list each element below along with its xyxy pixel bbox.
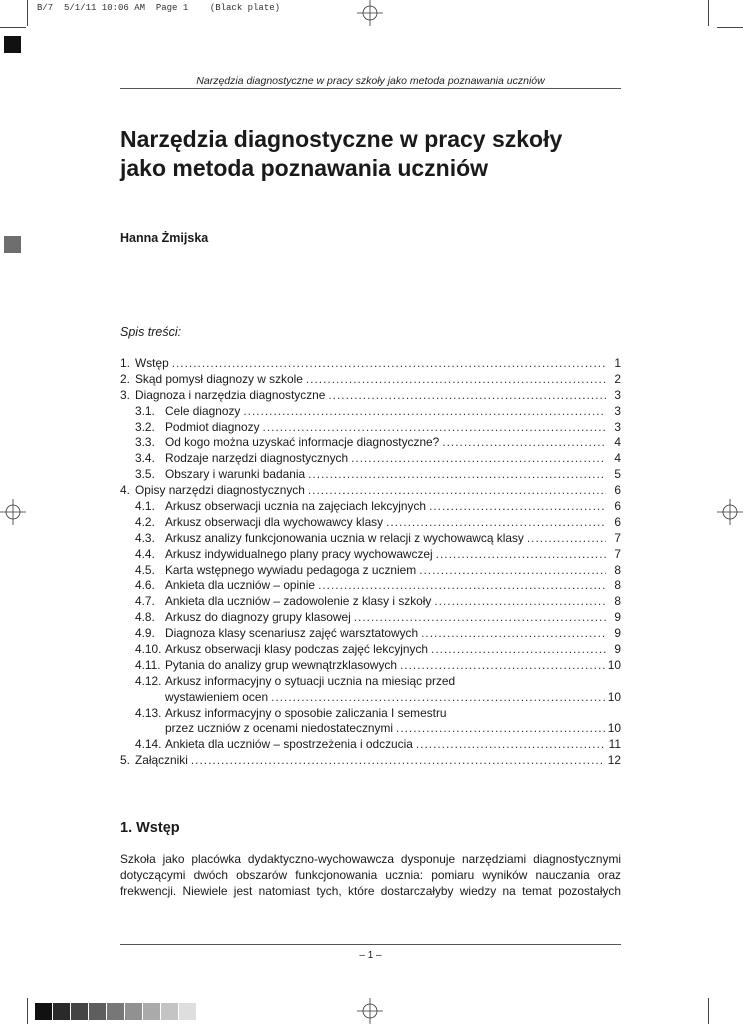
toc-entry-label: Załączniki <box>135 753 188 768</box>
toc-entry-page: 9 <box>614 642 621 657</box>
toc-entry-label: przez uczniów z ocenami niedostatecznymi <box>165 721 394 736</box>
toc-entry[interactable] <box>120 594 621 610</box>
toc-entry-page: 3 <box>614 419 621 434</box>
toc-entry-number: 3.1. <box>135 403 155 418</box>
toc-entry-label: Ankieta dla uczniów – spostrzeżenia i odczucia <box>165 737 413 752</box>
toc-entry-number: 4.1. <box>135 499 155 513</box>
toc-entry[interactable] <box>120 578 621 594</box>
toc-entry-page: 2 <box>614 371 621 386</box>
toc-entry-number: 5. <box>120 753 130 768</box>
section-heading: 1. Wstęp <box>120 820 180 836</box>
toc-entry-label: Arkusz obserwacji klasy podczas zajęć lekcyjnych <box>165 642 429 657</box>
toc-entry-label: Ankieta dla uczniów – zadowolenie z klasy i szkoły <box>165 594 432 609</box>
author: Hanna Żmijska <box>120 231 209 245</box>
toc-entry-page: 3 <box>614 403 621 418</box>
toc-leader-dots <box>243 404 606 420</box>
toc-entry-label: Wstęp <box>135 355 169 370</box>
toc-entry-number: 1. <box>120 355 130 370</box>
toc-entry-label: Pytania do analizy grup wewnątrzklasowych <box>165 657 397 672</box>
toc-leader-dots <box>308 467 606 483</box>
toc-leader-dots <box>416 737 606 753</box>
toc-entry[interactable] <box>120 642 621 658</box>
toc-entry[interactable] <box>120 658 621 674</box>
toc-entry-number: 4.11. <box>135 657 161 672</box>
color-swatch <box>179 1003 196 1020</box>
toc-entry[interactable] <box>120 737 621 753</box>
toc-entry-number: 3.5. <box>135 467 155 482</box>
toc-entry-page: 7 <box>614 530 621 545</box>
crop-mark <box>0 27 26 28</box>
toc-entry[interactable] <box>120 531 621 547</box>
toc-entry[interactable] <box>120 706 621 722</box>
toc-entry-number: 3.4. <box>135 451 155 466</box>
toc-leader-dots <box>436 547 606 563</box>
toc-entry-number: 4.4. <box>135 546 155 561</box>
toc-entry[interactable] <box>120 435 621 451</box>
toc-entry-page: 7 <box>614 546 621 561</box>
toc-entry-label: Od kogo można uzyskać informacje diagnostyczne? <box>165 435 440 450</box>
toc-entry-number: 4.13. <box>135 705 162 720</box>
color-swatch <box>35 1003 52 1020</box>
page-title <box>120 125 640 183</box>
toc-entry-page: 6 <box>614 483 621 498</box>
toc-entry[interactable] <box>120 515 621 531</box>
crop-mark <box>27 0 28 26</box>
toc-entry[interactable] <box>120 420 621 436</box>
toc-entry-page: 9 <box>614 610 621 625</box>
toc-leader-dots <box>400 658 605 674</box>
toc-entry-label: Arkusz obserwacji ucznia na zajęciach lekcyjnych <box>165 499 427 513</box>
toc-leader-dots <box>434 594 606 610</box>
toc-entry-page: 9 <box>614 626 621 641</box>
registration-mark-bottom <box>357 998 383 1024</box>
toc-entry-page: 10 <box>607 721 621 736</box>
toc-leader-dots <box>318 578 606 594</box>
gray-marker <box>4 236 21 253</box>
toc-entry-label: Diagnoza klasy scenariusz zajęć warsztatowych <box>165 626 419 641</box>
toc-entry-number: 4.9. <box>135 626 155 641</box>
toc-leader-dots <box>386 515 606 531</box>
toc-entry-page: 10 <box>607 689 621 704</box>
toc-entry-page: 8 <box>614 594 621 609</box>
body-paragraph <box>120 851 621 899</box>
toc-entry-label: Skąd pomysł diagnozy w szkole <box>135 371 303 386</box>
toc-entry[interactable] <box>120 451 621 467</box>
toc-leader-dots <box>263 420 606 436</box>
toc-entry[interactable] <box>120 626 621 642</box>
registration-mark-right <box>717 499 743 525</box>
toc-leader-dots <box>308 483 606 499</box>
toc-leader-dots <box>419 563 606 579</box>
black-marker <box>4 36 21 53</box>
toc-entry-label: Opisy narzędzi diagnostycznych <box>135 483 305 498</box>
toc-leader-dots <box>421 626 606 642</box>
toc-leader-dots <box>431 642 606 658</box>
color-swatch <box>89 1003 106 1020</box>
toc-heading: Spis treści: <box>120 325 182 339</box>
toc-entry[interactable] <box>120 674 621 690</box>
toc-entry-page: 5 <box>614 467 621 482</box>
footer-rule <box>120 944 621 945</box>
crop-mark <box>717 27 743 28</box>
toc-entry-number: 3.3. <box>135 435 155 450</box>
toc-entry-number: 4.10. <box>135 642 162 657</box>
toc-entry-page: 6 <box>614 499 621 513</box>
toc-leader-dots <box>172 356 606 372</box>
toc-entry-number: 4.8. <box>135 610 155 625</box>
toc-entry-label: Karta wstępnego wywiadu pedagoga z uczniem <box>165 562 417 577</box>
toc-entry-label: Cele diagnozy <box>165 403 241 418</box>
toc-entry-page: 4 <box>614 451 621 466</box>
color-swatch <box>71 1003 88 1020</box>
toc-entry-number: 4.12. <box>135 673 162 688</box>
toc-entry-label: Arkusz indywidualnego plany pracy wychowawczej <box>165 546 433 561</box>
toc-entry[interactable] <box>120 483 621 499</box>
toc-leader-dots <box>306 372 606 388</box>
crop-mark <box>708 0 709 26</box>
toc-entry[interactable] <box>120 404 621 420</box>
body-line: Szkoła jako placówka dydaktyczno-wychowawcza dysponuje narzędziami diagnostycznymi <box>120 852 621 866</box>
body-line: frekwencji. Niewiele jest natomiast tych, które dostarczałyby wiedzy na temat pozostałych <box>120 884 621 898</box>
toc-entry-number: 3.2. <box>135 419 155 434</box>
toc-entry-label: Arkusz informacyjny o sytuacji ucznia na miesiąc przed <box>165 673 456 688</box>
title-line: jako metoda poznawania uczniów <box>120 155 489 181</box>
toc-entry[interactable] <box>120 547 621 563</box>
header-rule <box>120 88 621 89</box>
toc-leader-dots <box>328 388 606 404</box>
printer-slug: B/7 5/1/11 10:06 AM Page 1 (Black plate) <box>37 3 281 13</box>
toc-leader-dots <box>396 721 605 737</box>
crop-mark <box>27 998 28 1024</box>
toc-leader-dots <box>442 435 606 451</box>
toc-entry-page: 6 <box>614 514 621 529</box>
running-head: Narzędzia diagnostyczne w pracy szkoły jako metoda poznawania uczniów <box>196 75 545 87</box>
toc-entry-label: Diagnoza i narzędzia diagnostyczne <box>135 387 326 402</box>
toc-entry-label: Arkusz informacyjny o sposobie zaliczania I semestru <box>165 705 447 720</box>
toc-entry-page: 10 <box>607 657 621 672</box>
toc-entry-number: 3. <box>120 387 130 402</box>
color-swatch <box>107 1003 124 1020</box>
toc-entry-label: Obszary i warunki badania <box>165 467 306 482</box>
toc-entry-number: 4.7. <box>135 594 155 609</box>
toc-entry-page: 1 <box>614 355 621 370</box>
page-number: – 1 – <box>359 950 382 961</box>
toc-entry-page: 11 <box>608 737 621 752</box>
toc-entry-number: 2. <box>120 371 130 386</box>
toc-entry-number: 4.5. <box>135 562 155 577</box>
toc-entry-number: 4. <box>120 483 130 498</box>
title-line: Narzędzia diagnostyczne w pracy szkoły <box>120 126 563 152</box>
toc-leader-dots <box>191 753 605 769</box>
toc-entry-continuation[interactable] <box>120 721 621 737</box>
toc-entry-page: 12 <box>607 753 621 768</box>
toc-entry[interactable] <box>120 753 621 769</box>
color-swatch <box>125 1003 142 1020</box>
color-swatch <box>143 1003 160 1020</box>
toc-entry-label: Rodzaje narzędzi diagnostycznych <box>165 451 349 466</box>
toc-leader-dots <box>271 690 605 706</box>
table-of-contents <box>120 356 621 769</box>
toc-entry-number: 4.6. <box>135 578 155 593</box>
toc-entry-page: 4 <box>614 435 621 450</box>
color-swatch <box>53 1003 70 1020</box>
toc-leader-dots <box>351 451 606 467</box>
toc-entry-label: wystawieniem ocen <box>165 689 269 704</box>
toc-entry-page: 8 <box>614 562 621 577</box>
toc-entry[interactable] <box>120 563 621 579</box>
toc-entry-page: 3 <box>614 387 621 402</box>
toc-entry-number: 4.14. <box>135 737 162 752</box>
toc-leader-dots <box>354 610 606 626</box>
toc-entry[interactable] <box>120 467 621 483</box>
registration-mark-left <box>0 499 26 525</box>
toc-entry-label: Arkusz obserwacji dla wychowawcy klasy <box>165 514 384 529</box>
toc-entry[interactable] <box>120 388 621 404</box>
toc-entry[interactable] <box>120 356 621 372</box>
crop-mark <box>708 998 709 1024</box>
toc-entry[interactable] <box>120 499 621 515</box>
toc-entry-number: 4.3. <box>135 530 155 545</box>
toc-leader-dots <box>429 499 606 515</box>
color-bar <box>35 1003 197 1020</box>
toc-entry-continuation[interactable] <box>120 690 621 706</box>
toc-entry-number: 4.2. <box>135 514 155 529</box>
color-swatch <box>161 1003 178 1020</box>
body-line: dotyczącymi dwóch obszarów funkcjonowania ucznia: pomiaru wyników nauczania oraz <box>120 868 621 882</box>
toc-entry[interactable] <box>120 610 621 626</box>
registration-mark-top <box>357 0 383 26</box>
toc-entry-label: Podmiot diagnozy <box>165 419 260 434</box>
toc-entry-page: 8 <box>614 578 621 593</box>
toc-entry-label: Ankieta dla uczniów – opinie <box>165 578 316 593</box>
toc-leader-dots <box>527 531 606 547</box>
toc-entry[interactable] <box>120 372 621 388</box>
toc-entry-label: Arkusz analizy funkcjonowania ucznia w relacji z wychowawcą klasy <box>165 530 524 545</box>
toc-entry-label: Arkusz do diagnozy grupy klasowej <box>165 610 351 625</box>
